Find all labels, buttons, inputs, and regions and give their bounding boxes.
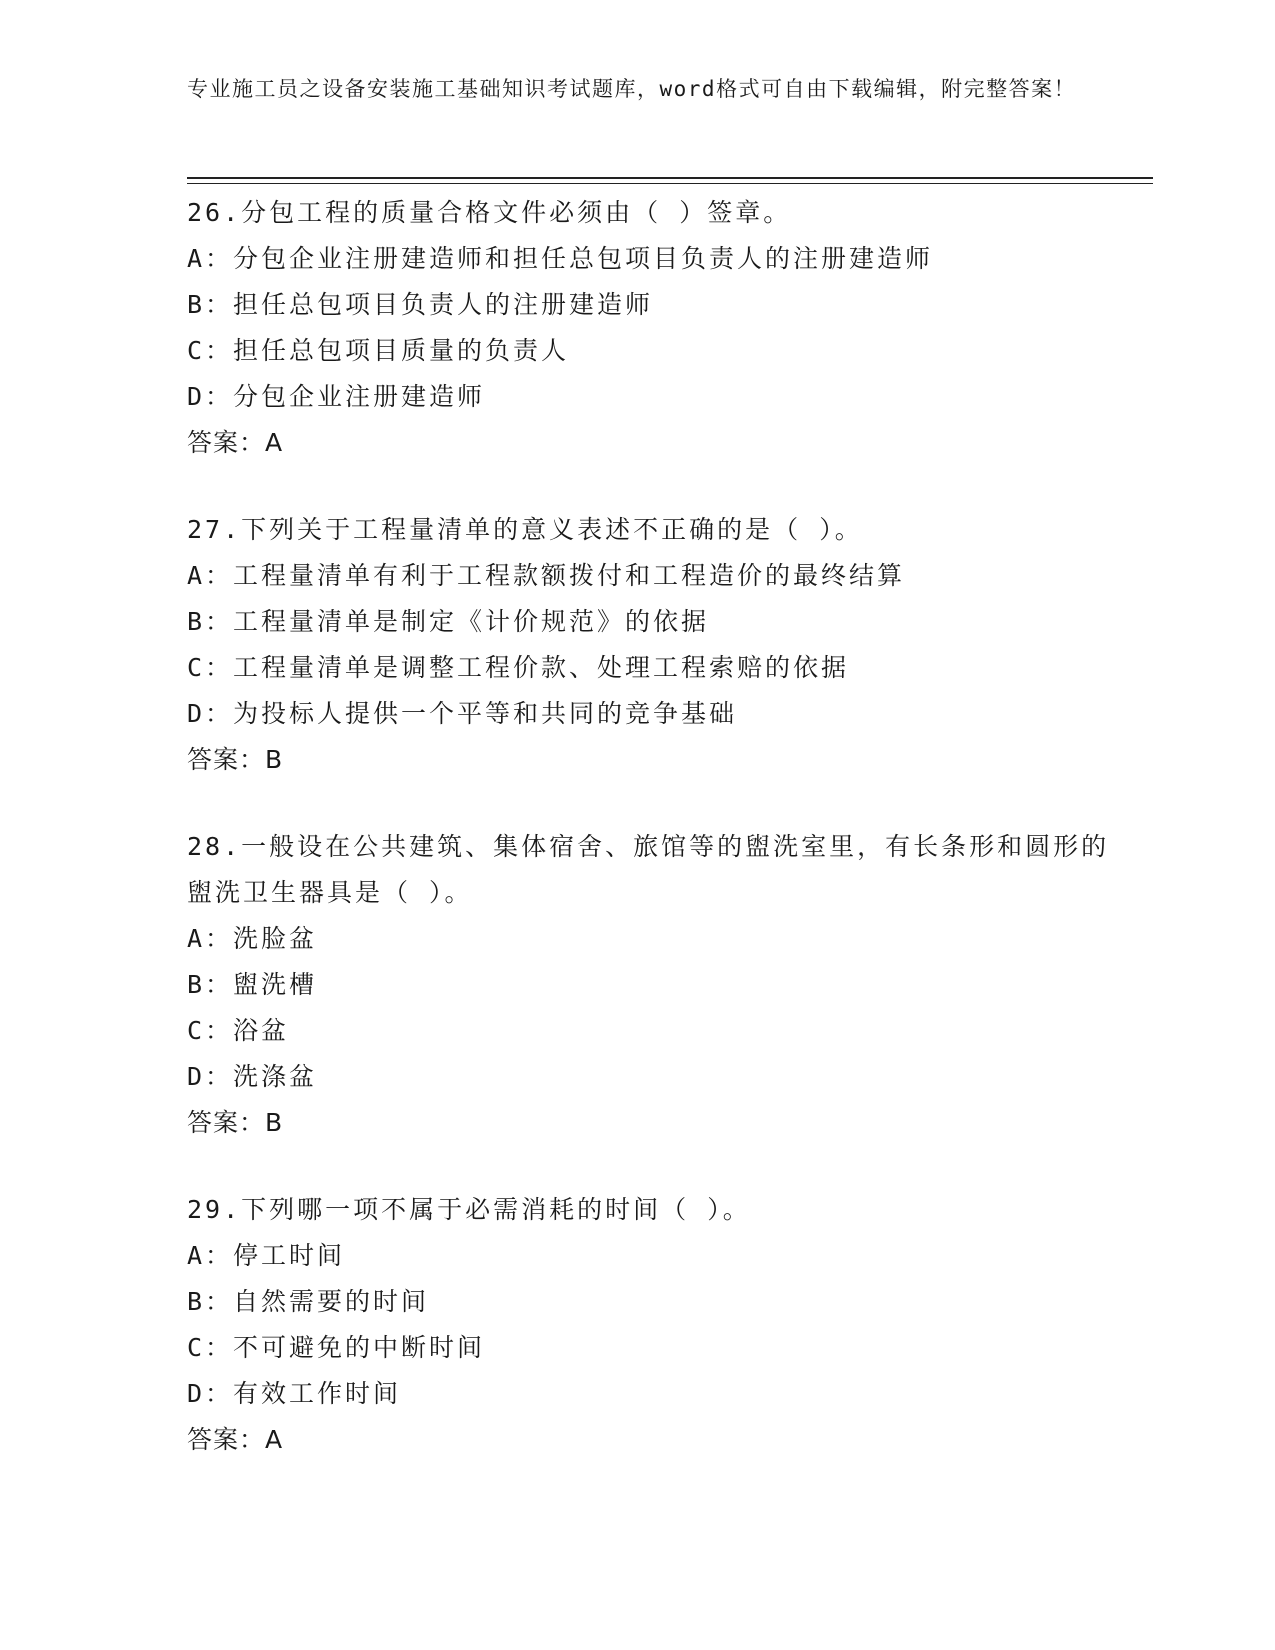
answer: 答案：A — [187, 428, 284, 457]
question-stem: 29.下列哪一项不属于必需消耗的时间（ ）。 — [187, 1195, 751, 1224]
option-d: D：有效工作时间 — [187, 1379, 402, 1408]
question-28 — [187, 824, 1127, 1146]
answer: 答案：A — [187, 1425, 284, 1454]
option-d: D：为投标人提供一个平等和共同的竞争基础 — [187, 699, 738, 728]
question-stem: 26.分包工程的质量合格文件必须由（ ）签章。 — [187, 198, 792, 227]
header-rule-thick — [187, 177, 1153, 179]
question-list — [187, 190, 1127, 1504]
document-header: 专业施工员之设备安装施工基础知识考试题库，word格式可自由下载编辑，附完整答案！ — [187, 77, 1077, 101]
option-b: B：自然需要的时间 — [187, 1287, 430, 1316]
question-stem: 27.下列关于工程量清单的意义表述不正确的是（ ）。 — [187, 515, 863, 544]
answer: 答案：B — [187, 1108, 284, 1137]
option-a: A：停工时间 — [187, 1241, 346, 1270]
answer: 答案：B — [187, 745, 284, 774]
option-a: A：分包企业注册建造师和担任总包项目负责人的注册建造师 — [187, 244, 934, 273]
option-b: B：工程量清单是制定《计价规范》的依据 — [187, 607, 710, 636]
option-d: D：分包企业注册建造师 — [187, 382, 486, 411]
option-b: B：担任总包项目负责人的注册建造师 — [187, 290, 654, 319]
question-29 — [187, 1187, 1127, 1463]
option-c: C：不可避免的中断时间 — [187, 1333, 486, 1362]
option-c: C：担任总包项目质量的负责人 — [187, 336, 570, 365]
header-rule-thin — [187, 183, 1153, 184]
option-c: C：浴盆 — [187, 1016, 290, 1045]
question-26 — [187, 190, 1127, 466]
question-stem: 28.一般设在公共建筑、集体宿舍、旅馆等的盥洗室里，有长条形和圆形的盥洗卫生器具是（ ）。 — [187, 832, 1110, 907]
option-c: C：工程量清单是调整工程价款、处理工程索赔的依据 — [187, 653, 850, 682]
question-27 — [187, 507, 1127, 783]
option-a: A：工程量清单有利于工程款额拨付和工程造价的最终结算 — [187, 561, 906, 590]
option-a: A：洗脸盆 — [187, 924, 318, 953]
option-d: D：洗涤盆 — [187, 1062, 318, 1091]
option-b: B：盥洗槽 — [187, 970, 318, 999]
